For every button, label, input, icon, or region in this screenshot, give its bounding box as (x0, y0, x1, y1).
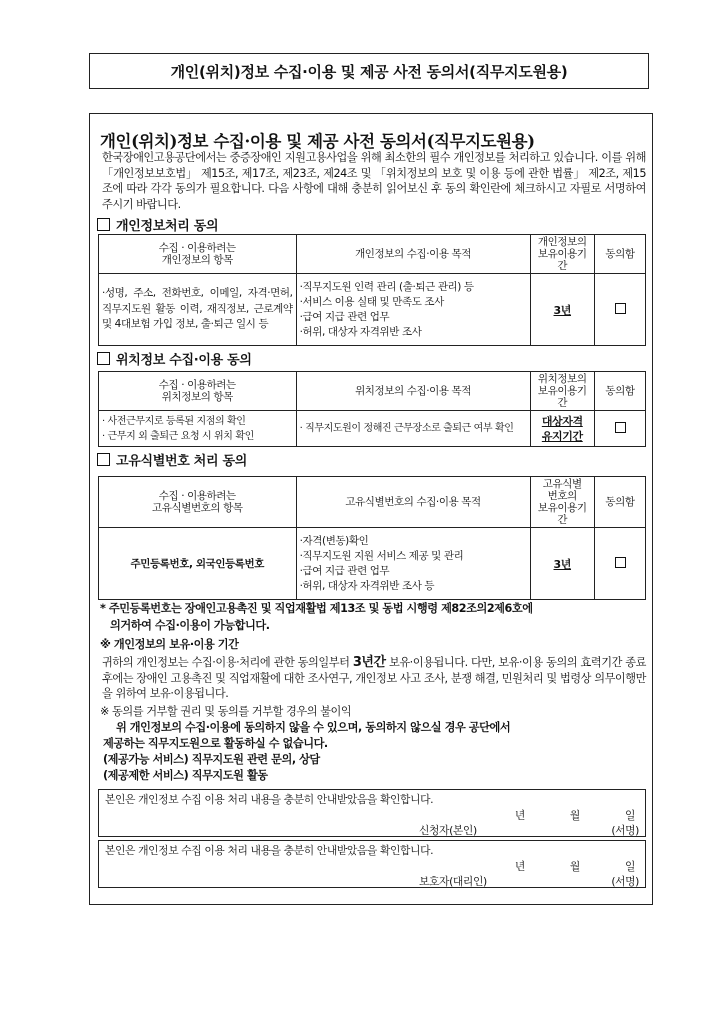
refuse-title: ※ 동의를 거부할 권리 및 동의를 거부할 경우의 불이익 (100, 705, 352, 718)
col-header-purpose: 고유식별번호의 수집·이용 목적 (296, 477, 530, 528)
refuse-line1: 위 개인정보의 수집·이용에 동의하지 않을 수 있으며, 동의하지 않으실 경우 공단에서 (116, 721, 511, 734)
signer-label: 신청자(본인) (419, 824, 477, 837)
purpose-line: ·급여 지급 관련 업무 (299, 310, 390, 323)
location-items-cell (99, 411, 297, 447)
col-header-consent: 동의함 (595, 477, 646, 528)
confirmation-statement: 본인은 개인정보 수집 이용 처리 내용을 충분히 안내받았음을 확인합니다. (105, 844, 434, 857)
signature-box-applicant (98, 789, 646, 837)
unique-id-table (98, 476, 646, 600)
unique-items-cell: 주민등록번호, 외국인등록번호 (99, 528, 297, 600)
signature-field[interactable]: (서명) (611, 824, 639, 837)
purpose-line: ·허위, 대상자 자격위반 조사 (299, 325, 422, 338)
retention-period: 3년 (553, 557, 572, 571)
col-header-period: 개인정보의 보유이용기간 (530, 235, 594, 274)
item-line: · 근무지 외 출퇴근 요청 시 위치 확인 (102, 430, 254, 442)
col-header-period: 위치정보의 보유이용기간 (530, 372, 594, 411)
personal-consent-cell[interactable] (595, 274, 646, 346)
col-header-items: 수집 · 이용하려는 고유식별번호의 항목 (99, 477, 297, 528)
restricted-service: (제공제한 서비스) 직무지도원 활동 (103, 769, 268, 782)
header-title: 개인(위치)정보 수집·이용 및 제공 사전 동의서(직무지도원용) (89, 53, 649, 89)
signer-label: 보호자(대리인) (419, 875, 487, 888)
signature-field[interactable]: (서명) (611, 875, 639, 888)
consent-checkbox[interactable] (615, 303, 626, 314)
purpose-line: ·직무지도원 인력 관리 (출·퇴근 관리) 등 (299, 280, 474, 293)
purpose-line: ·서비스 이용 실태 및 만족도 조사 (299, 295, 444, 308)
retention-title: ※ 개인정보의 보유·이용 기간 (100, 638, 239, 651)
section-checkbox-icon[interactable] (97, 352, 110, 365)
section-location-title: 위치정보 수집·이용 동의 (97, 349, 252, 368)
col-header-items: 수집 · 이용하려는 위치정보의 항목 (99, 372, 297, 411)
purpose-line: ·허위, 대상자 자격위반 조사 등 (299, 579, 435, 592)
location-info-table (98, 371, 646, 447)
resident-number-note-line1: * 주민등록번호는 장애인고용촉진 및 직업재활법 제13조 및 동법 시행령 제82조의2제6호에 (100, 602, 533, 615)
retention-period-line2: 유지기간 (541, 429, 583, 443)
retention-period-line1: 대상자격 (541, 414, 583, 428)
consent-checkbox[interactable] (615, 422, 626, 433)
section-checkbox-icon[interactable] (97, 453, 110, 466)
intro-paragraph: 한국장애인고용공단에서는 중증장애인 지원고용사업을 위해 최소한의 필수 개인정보를 처리하고 있습니다. 이를 위해 「개인정보보호법」 제15조, 제17조, 제23조, 제24조 및 「위치정보의 보호 및 이용 등에 관한 법률」 제2조, 제15조에 따라 각각 동의가 필요합니다. 다음 사항에 대해 충분히 읽어보신 후 동의 확인란에 체크하시고 자필로 서명하여 주시기 바랍니다. (102, 151, 646, 211)
retention-period-highlight: 3년간 (352, 655, 386, 670)
purpose-line: ·자격(변동)확인 (299, 534, 369, 547)
personal-purpose-cell (296, 274, 530, 346)
unique-consent-cell[interactable] (595, 528, 646, 600)
section-checkbox-icon[interactable] (97, 218, 110, 231)
unique-purpose-cell (296, 528, 530, 600)
purpose-line: ·급여 지급 관련 업무 (299, 564, 390, 577)
date-field[interactable]: 년 월 일 (514, 809, 635, 822)
retention-paragraph: 귀하의 개인정보는 수집·이용·처리에 관한 동의일부터 3년간 보유·이용됩니다. 다만, 보유·이용 동의의 효력기간 종료 후에는 장애인 고용촉진 및 직업재활에 대한 조사연구, 개인정보 사고 조사, 분쟁 해결, 민원처리 및 법령상 의무이행만을 위하여 보유·이용됩니다. (102, 655, 646, 700)
col-header-items: 수집 · 이용하려는 개인정보의 항목 (99, 235, 297, 274)
section-unique-id-title: 고유식별번호 처리 동의 (97, 450, 247, 469)
refuse-line2: 제공하는 직무지도원으로 활동하실 수 없습니다. (103, 737, 328, 750)
retention-period: 3년 (553, 303, 572, 317)
available-service: (제공가능 서비스) 직무지도원 관련 문의, 상담 (103, 753, 320, 766)
section-personal-title: 개인정보처리 동의 (97, 215, 218, 234)
resident-number-note-line2: 의거하여 수집·이용이 가능합니다. (110, 619, 270, 632)
signature-box-guardian (98, 840, 646, 888)
location-consent-cell[interactable] (595, 411, 646, 447)
personal-info-table (98, 234, 646, 346)
col-header-consent: 동의함 (595, 235, 646, 274)
confirmation-statement: 본인은 개인정보 수집 이용 처리 내용을 충분히 안내받았음을 확인합니다. (105, 793, 434, 806)
consent-checkbox[interactable] (615, 557, 626, 568)
document-title: 개인(위치)정보 수집·이용 및 제공 사전 동의서(직무지도원용) (100, 132, 535, 151)
purpose-line: ·직무지도원 지원 서비스 제공 및 관리 (299, 549, 464, 562)
location-purpose-cell: · 직무지도원이 정해진 근무장소로 출퇴근 여부 확인 (296, 411, 530, 447)
personal-period-cell (530, 274, 594, 346)
col-header-purpose: 개인정보의 수집·이용 목적 (296, 235, 530, 274)
personal-items-cell: ·성명, 주소, 전화번호, 이메일, 자격·면허, 직무지도원 활동 이력, 재직정보, 근로계약 및 4대보험 가입 정보, 출·퇴근 일시 등 (99, 274, 297, 346)
unique-period-cell (530, 528, 594, 600)
date-field[interactable]: 년 월 일 (514, 860, 635, 873)
col-header-purpose: 위치정보의 수집·이용 목적 (296, 372, 530, 411)
col-header-consent: 동의함 (595, 372, 646, 411)
location-period-cell (530, 411, 594, 447)
col-header-period: 고유식별 번호의 보유이용기간 (530, 477, 594, 528)
item-line: · 사전근무지로 등록된 지점의 확인 (102, 415, 246, 427)
